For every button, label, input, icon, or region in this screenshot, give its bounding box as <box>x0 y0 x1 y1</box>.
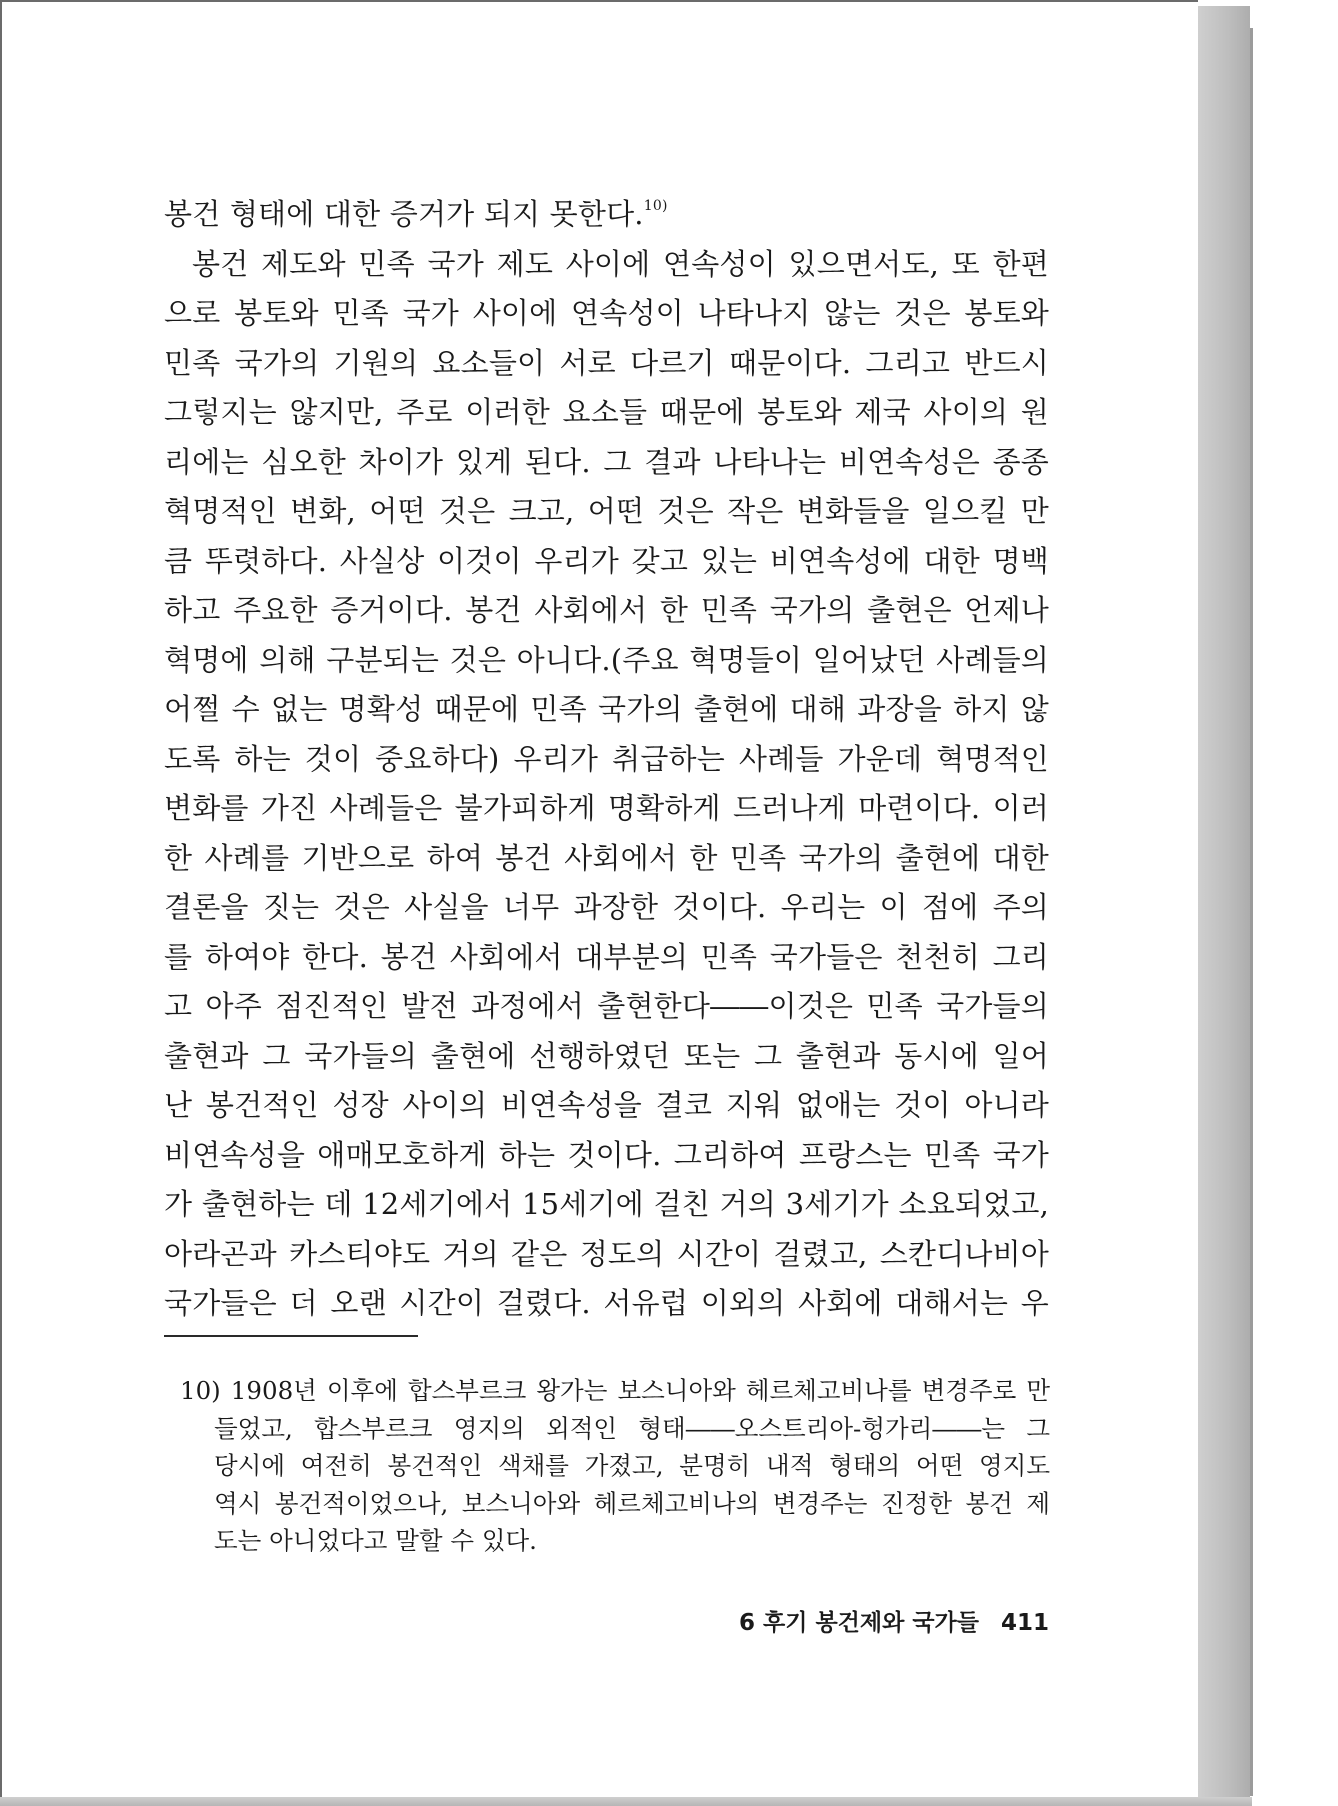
footnote-line: 도는 아니었다고 말할 수 있다. <box>214 1526 537 1555</box>
body-line: 국가들은 더 오랜 시간이 걸렸다. 서유럽 이외의 사회에 대해서는 우 <box>164 1286 1049 1320</box>
footnote-line: 당시에 여전히 봉건적인 색채를 가졌고, 분명히 내적 형태의 어떤 영지도 <box>214 1451 1050 1480</box>
page-stack-right-edge <box>1198 6 1250 1803</box>
page-stack-side <box>1250 28 1253 1796</box>
footnote-reference: 10) <box>643 198 668 214</box>
page-stack-bottom-edge <box>0 1797 1252 1806</box>
body-line: 민족 국가의 기원의 요소들이 서로 다르기 때문이다. 그리고 반드시 <box>164 345 1049 380</box>
footnote-line: 10) 1908년 이후에 합스부르크 왕가는 보스니아와 헤르체고비나를 변경주로 만 <box>180 1376 1050 1405</box>
footnote-line: 역시 봉건적이었으나, 보스니아와 헤르체고비나의 변경주는 진정한 봉건 제 <box>214 1488 1050 1518</box>
body-line: 도록 하는 것이 중요하다) 우리가 취급하는 사례들 가운데 혁명적인 <box>164 741 1049 776</box>
running-footer <box>700 1604 1049 1637</box>
body-line-text: 봉건 형태에 대한 증거가 되지 못한다. <box>164 197 644 231</box>
body-line: 변화를 가진 사례들은 불가피하게 명확하게 드러나게 마련이다. 이러 <box>164 791 1049 825</box>
page-number: 411 <box>1000 1610 1049 1636</box>
body-line: 아라곤과 카스티야도 거의 같은 정도의 시간이 걸렸고, 스칸디나비아 <box>164 1236 1049 1271</box>
body-line: 를 하여야 한다. 봉건 사회에서 대부분의 민족 국가들은 천천히 그리 <box>164 939 1049 974</box>
body-line <box>164 190 1049 240</box>
body-line: 리에는 심오한 차이가 있게 된다. 그 결과 나타나는 비연속성은 종종 <box>164 444 1049 479</box>
body-line: 으로 봉토와 민족 국가 사이에 연속성이 나타나지 않는 것은 봉토와 <box>164 296 1049 330</box>
chapter-title: 6 후기 봉건제와 국가들 <box>738 1610 979 1636</box>
body-line: 혁명적인 변화, 어떤 것은 크고, 어떤 것은 작은 변화들을 일으킬 만 <box>164 494 1049 528</box>
body-line: 고 아주 점진적인 발전 과정에서 출현한다――이것은 민족 국가들의 <box>164 989 1049 1023</box>
footnote-divider <box>164 1335 418 1337</box>
body-line: 어쩔 수 없는 명확성 때문에 민족 국가의 출현에 대해 과장을 하지 않 <box>164 692 1049 726</box>
body-line: 혁명에 의해 구분되는 것은 아니다.(주요 혁명들이 일어났던 사례들의 <box>164 642 1049 677</box>
footnote-line: 들었고, 합스부르크 영지의 외적인 형태――오스트리아-헝가리――는 그 <box>214 1413 1050 1443</box>
body-line: 봉건 제도와 민족 국가 제도 사이에 연속성이 있으면서도, 또 한편 <box>192 246 1049 281</box>
body-line: 가 출현하는 데 12세기에서 15세기에 걸친 거의 3세기가 소요되었고, <box>164 1187 1049 1221</box>
body-line: 한 사례를 기반으로 하여 봉건 사회에서 한 민족 국가의 출현에 대한 <box>164 840 1049 875</box>
body-line: 난 봉건적인 성장 사이의 비연속성을 결코 지워 없애는 것이 아니라 <box>164 1088 1049 1122</box>
body-line: 출현과 그 국가들의 출현에 선행하였던 또는 그 출현과 동시에 일어 <box>164 1038 1049 1073</box>
body-line: 결론을 짓는 것은 사실을 너무 과장한 것이다. 우리는 이 점에 주의 <box>164 890 1049 924</box>
body-line: 큼 뚜렷하다. 사실상 이것이 우리가 갖고 있는 비연속성에 대한 명백 <box>164 543 1049 578</box>
footnote <box>180 1372 1050 1560</box>
body-line: 하고 주요한 증거이다. 봉건 사회에서 한 민족 국가의 출현은 언제나 <box>164 593 1049 627</box>
body-text <box>164 190 1049 1329</box>
body-line: 그렇지는 않지만, 주로 이러한 요소들 때문에 봉토와 제국 사이의 원 <box>164 395 1049 429</box>
body-line: 비연속성을 애매모호하게 하는 것이다. 그리하여 프랑스는 민족 국가 <box>164 1137 1049 1172</box>
